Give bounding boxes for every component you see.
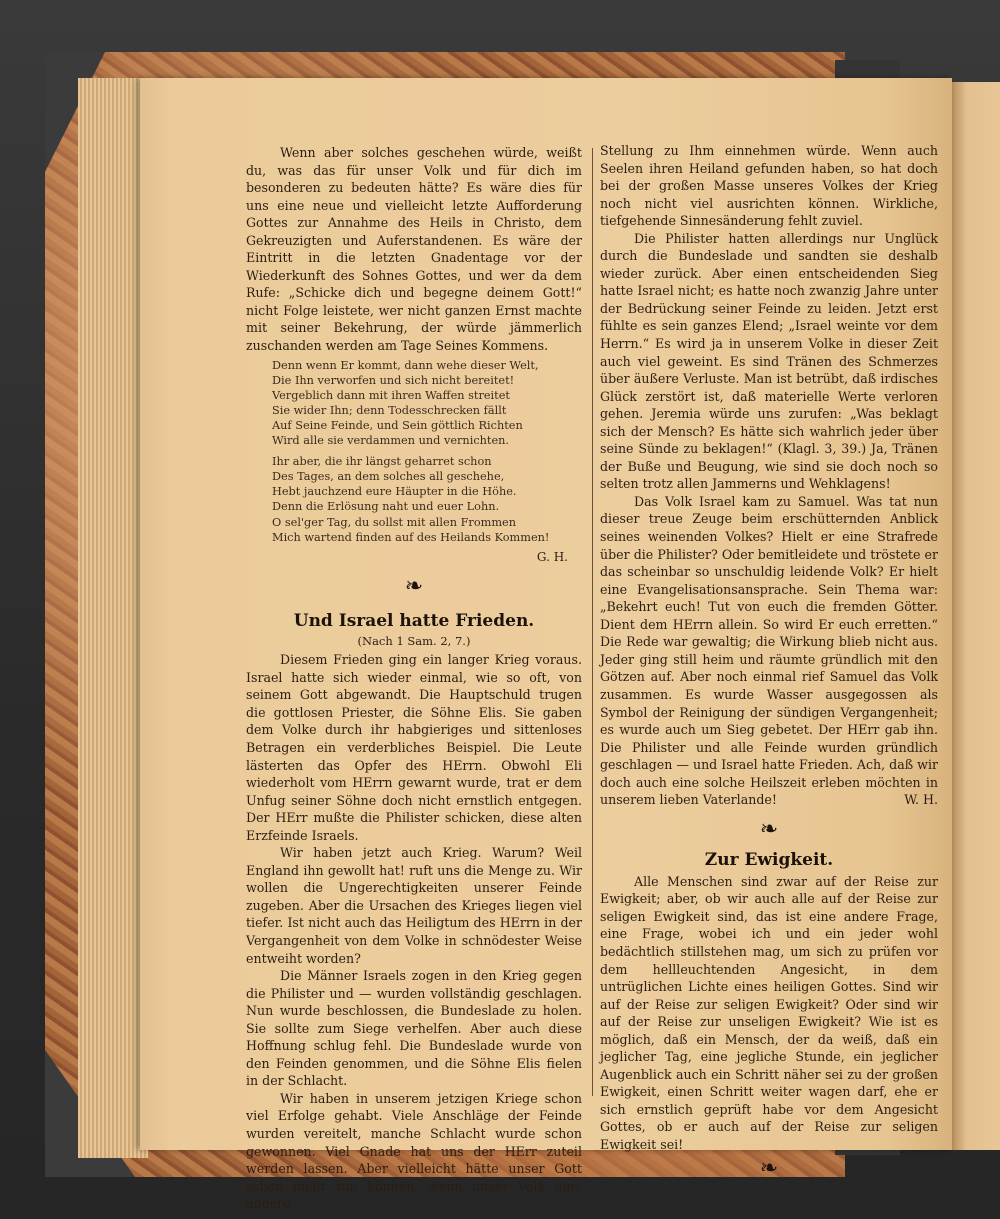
poem-signature: G. H. <box>536 549 568 564</box>
article-paragraph: Wir haben in unserem jetzigen Kriege schon viel Erfolge gehabt. Viele Anschläge der Feinde wurden vereitelt, manche Schlacht wurde schon gewonnen. Viel Gnade hat uns der HErr zuteil werden lassen. Aber vielleicht hätte unser Gott schon mehr tun können, wenn unser Volk eine andere <box>246 1090 582 1212</box>
poem-line: Hebt jauchzend eure Häupter in die Höhe. <box>272 485 517 499</box>
article-paragraph: Die Philister hatten allerdings nur Unglück durch die Bundeslade und sandten sie deshalb wieder zurück. Aber einen entscheidenden Sieg hatte Israel nicht; es hatte noch zwanzig Jahre unter der Bedrückung seiner Feinde zu leiden. Jetzt erst fühlte es sein ganzes Elend; „Israel weinte vor dem Herrn.“ Es wird ja in unserem Volke in dieser Zeit auch viel geweint. Es sind Tränen des Schmerzes über äußere Verluste. Man ist betrübt, daß irdisches Glück zerstört ist, daß materielle Werte verloren gehen. Jeremia würde uns zurufen: „Was beklagt sich der Mensch? Es hätte sich wahrlich jeder über seine Sünde zu beklagen!“ (Klagl. 3, 39.) Ja, Tränen der Buße und Beugung, wie sind sie doch noch so selten trotz allen Jammerns und Wehklagens! <box>600 230 938 492</box>
ornament-icon: ❧ <box>404 574 424 600</box>
poem <box>272 358 582 545</box>
intro-paragraph: Wenn aber solches geschehen würde, weißt du, was das für unser Volk und für dich im besonderen zu bedeuten hätte? Es wäre dies für uns eine neue und vielleicht letzte Aufforderung Gottes zur Annahme des Heils in Christo, dem Gekreuzigten und Auferstandenen. Es wäre der Eintritt in die letzten Gnadentage vor der Wiederkunft des Sohnes Gottes, und wer da dem Rufe: „Schicke dich und begegne deinem Gott!“ nicht Folge leistete, wer nicht ganzen Ernst machte mit seiner Bekehrung, der würde jämmerlich zuschanden werden am Tage Seines Kommens. <box>246 145 582 354</box>
ornament-icon: ❧ <box>759 816 779 842</box>
article-title: Zur Ewigkeit. <box>704 849 834 870</box>
article-paragraph: Stellung zu Ihm einnehmen würde. Wenn auch Seelen ihren Heiland gefunden haben, so hat doch bei der großen Masse unseres Volkes der Krieg noch nicht viel ausrichten können. Wirkliche, tiefgehende Sinnesänderung fehlt zuviel. <box>600 143 938 229</box>
poem-line: Die Ihn verworfen und sich nicht bereitet! <box>272 373 515 387</box>
poem-line: O sel'ger Tag, du sollst mit allen Frommen <box>272 515 517 529</box>
poem-line: Denn wenn Er kommt, dann wehe dieser Welt, <box>272 358 539 372</box>
article-signature: W. H. <box>904 792 938 808</box>
article-paragraph: Diesem Frieden ging ein langer Krieg voraus. Israel hatte sich wieder einmal, wie so oft, von seinem Gott abgewandt. Die Hauptschuld trugen die gottlosen Priester, die Söhne Elis. Sie gaben dem Volke durch ihr habgieriges und sittenloses Betragen ein verderbliches Beispiel. Die Leute lästerten das Opfer des HErrn. Obwohl Eli wiederholt vom HErrn gewarnt wurde, trat er dem Unfug seiner Söhne doch nicht ernstlich entgegen. Der HErr mußte die Philister schicken, diese alten Erzfeinde Israels. <box>246 652 582 843</box>
poem-line: Sie wider Ihn; denn Todesschrecken fällt <box>272 403 507 417</box>
poem-line: Ihr aber, die ihr längst geharret schon <box>272 455 492 469</box>
poem-line: Auf Seine Feinde, und Sein göttlich Richten <box>272 418 523 432</box>
article-paragraph: Alle Menschen sind zwar auf der Reise zur Ewigkeit; aber, ob wir auch alle auf der Reise zur seligen Ewigkeit sind, das ist eine andere Frage, eine Frage, wobei ich und ein jeder wohl bedächtlich stillstehen mag, um sich zu prüfen vor dem hellleuchtenden Angesicht, in dem untrüglichen Lichte eines heiligen Gottes. Sind wir auf der Reise zur seligen Ewigkeit? Oder sind wir auf der Reise zur unseligen Ewigkeit? Wie ist es möglich, daß ein Mensch, der da weiß, daß ein jeglicher Tag, eine jegliche Stunde, ein jeglicher Augenblick auch ein Schritt näher sei zu der großen Ewigkeit, einen Schritt weiter wagen darf, ehe er sich ernstlich geprüft habe vor dem Angesicht Gottes, ob er auch auf der Reise zur seligen Ewigkeit sei! <box>600 873 938 1152</box>
column-divider <box>592 148 593 1096</box>
article-subtitle: (Nach 1 Sam. 2, 7.) <box>357 634 471 649</box>
article-paragraph: Wir haben jetzt auch Krieg. Warum? Weil England ihn gewollt hat! ruft uns die Menge zu. Wir wollen die Ungerechtigkeiten unserer Feinde zugeben. Aber die Ursachen des Krieges liegen viel tiefer. Ist nicht auch das Heiligtum des HErrn in der Vergangenheit von dem Volke in schnödester Weise entweiht worden? <box>246 845 582 966</box>
article-title: Und Israel hatte Frieden. <box>293 611 535 632</box>
article-paragraph-text: Das Volk Israel kam zu Samuel. Was tat nun dieser treue Zeuge beim erschütternden Anblick seines weinenden Volkes? Hielt er eine Strafrede über die Philister? Oder bemitleidete und tröstete er das scheinbar so unschuldig leidende Volk? Er hielt eine Evangelisationsansprache. Sein Thema war: „Bekehrt euch! Tut von euch die fremden Götter. Dient dem HErrn allein. So wird Er euch erretten.“ Die Rede war gewaltig; die Wirkung blieb nicht aus. Jeder ging still heim und räumte gründlich mit den Götzen auf. Aber noch einmal rief Samuel das Volk zusammen. Es wurde Wasser ausgegossen als Symbol der Reinigung der sündigen Vergangenheit; es wurde auch um Sieg gebetet. Der HErr gab ihn. Die Philister und alle Feinde wurden gründlich geschlagen — und Israel hatte Frieden. Ach, daß wir doch auch eine solche Heilszeit erleben möchten in unserem lieben Vaterlande! <box>600 493 938 808</box>
poem-line: Wird alle sie verdammen und vernichten. <box>272 434 510 448</box>
page-edges <box>78 78 148 1158</box>
left-column <box>246 144 582 1213</box>
article-paragraph <box>600 493 938 809</box>
article-paragraph: Die Männer Israels zogen in den Krieg gegen die Philister und — wurden vollständig geschlagen. Nun wurde beschlossen, die Bundeslade zu holen. Sie sollte zum Siege verhelfen. Aber auch diese Hoffnung schlug fehl. Die Bundeslade wurde von den Feinden genommen, und die Söhne Elis fielen in der Schlacht. <box>246 968 582 1089</box>
poem-line: Mich wartend finden auf des Heilands Kommen! <box>272 530 550 544</box>
next-page-edge <box>952 82 1000 1150</box>
poem-line: Des Tages, an dem solches all geschehe, <box>272 470 505 484</box>
right-column <box>600 142 938 1188</box>
poem-line: Denn die Erlösung naht und euer Lohn. <box>272 500 500 514</box>
ornament-icon: ❧ <box>759 1155 779 1181</box>
poem-line: Vergeblich dann mit ihren Waffen streitet <box>272 388 510 402</box>
